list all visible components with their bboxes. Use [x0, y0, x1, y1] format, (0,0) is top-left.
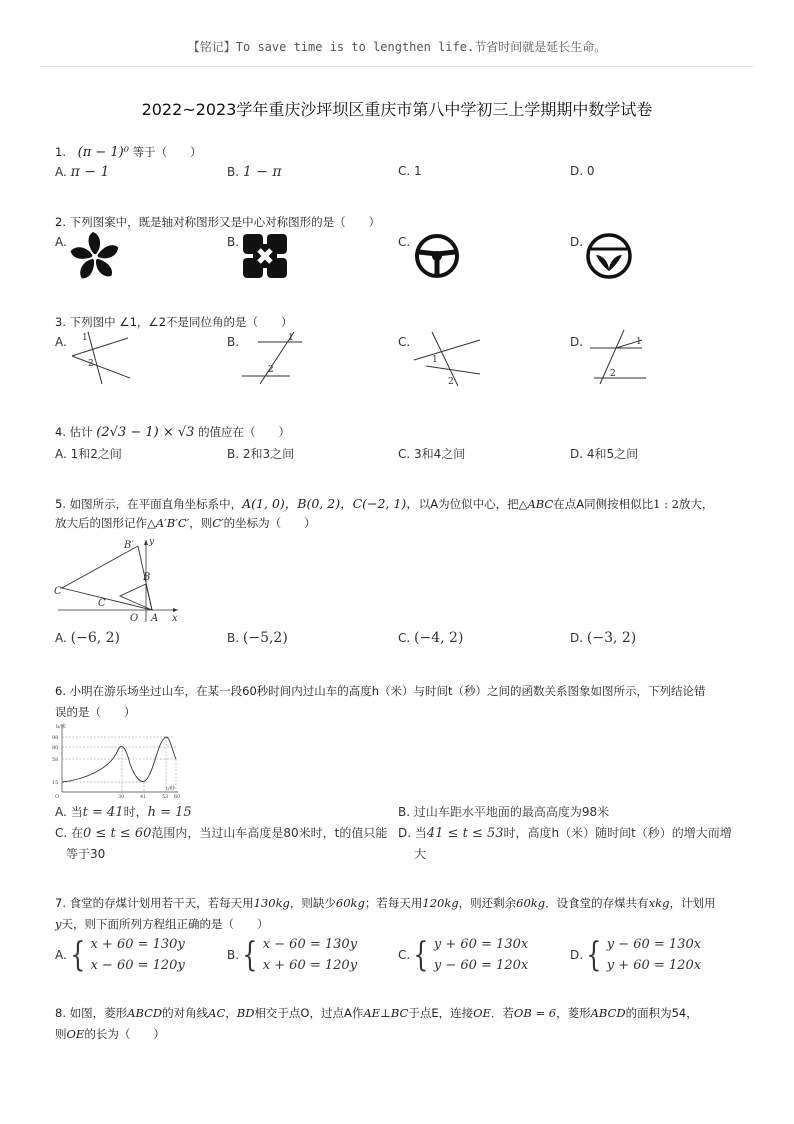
- question-6-stem-line1: 6. 小明在游乐场坐过山车，在某一段60秒时间内过山车的高度h（米）与时间t（秒）之间的函数关系图象如图所示，下列结论错: [55, 684, 706, 698]
- math-expression: (2√3 − 1) × √3: [96, 425, 195, 440]
- svg-text:80: 80: [52, 745, 59, 751]
- svg-text:y: y: [149, 537, 155, 547]
- q6-option-b[interactable]: B. 过山车距水平地面的最高高度为98米: [398, 805, 610, 819]
- q3-option-c-label[interactable]: C.: [398, 335, 411, 349]
- q4-option-d[interactable]: D. 4和5之间: [570, 447, 639, 461]
- question-6-stem-line2: 误的是（ ）: [55, 705, 136, 719]
- q1-option-a[interactable]: A. π − 1: [55, 164, 110, 180]
- circle-logo-icon: [584, 231, 634, 281]
- svg-text:53: 53: [162, 794, 169, 800]
- cross-quatrefoil-icon: [241, 232, 289, 280]
- svg-text:C: C: [98, 598, 106, 609]
- q7-option-d[interactable]: D.{ y − 60 = 130x y + 60 = 120x: [570, 935, 702, 975]
- svg-text:O: O: [130, 613, 139, 624]
- q6-height-time-graph: [52, 720, 184, 800]
- q3-figure-b: [238, 328, 306, 386]
- q5-option-d[interactable]: D. (−3, 2): [570, 630, 637, 646]
- svg-text:h/米: h/米: [56, 724, 66, 730]
- q6-option-c[interactable]: C. 在0 ≤ t ≤ 60范围内，当过山车高度是80米时，t的值只能: [55, 826, 388, 841]
- q7-option-c[interactable]: C.{ y + 60 = 130x y − 60 = 120x: [398, 935, 529, 975]
- svg-text:1: 1: [432, 355, 438, 365]
- svg-text:58: 58: [52, 757, 59, 763]
- q7-option-b[interactable]: B.{ x − 60 = 130y x + 60 = 120y: [227, 935, 358, 975]
- question-number: 1.: [55, 145, 66, 159]
- page-header-motto: 【铭记】To save time is to lengthen life.节省时间就是延长生命。: [187, 40, 607, 54]
- question-5-stem-line1: 5. 如图所示，在平面直角坐标系中，A(1, 0)，B(0, 2)，C(−2, 1)，以A为位似中心，把△ABC在点A同侧按相似比1 : 2放大，: [55, 496, 714, 511]
- question-7-stem-line2: y天，则下面所列方程组正确的是（ ）: [55, 917, 269, 931]
- math-expression: (π − 1)⁰: [77, 145, 129, 160]
- question-4-stem: 4. 估计 (2√3 − 1) × √3 的值应在（ ）: [55, 425, 291, 440]
- q1-option-c[interactable]: C. 1: [398, 164, 422, 178]
- svg-text:B: B: [143, 572, 151, 583]
- q7-option-a[interactable]: A.{ x + 60 = 130y x − 60 = 120y: [55, 935, 185, 975]
- q6-option-d-cont: 大: [414, 847, 427, 861]
- svg-text:60: 60: [174, 794, 181, 800]
- q4-option-b[interactable]: B. 2和3之间: [227, 447, 295, 461]
- svg-text:C′: C′: [54, 586, 64, 597]
- q6-option-d[interactable]: D. 当41 ≤ t ≤ 53时，高度h（米）随时间t（秒）的增大而增: [398, 826, 732, 841]
- question-7-stem-line1: 7. 食堂的存煤计划用若干天，若每天用130kg，则缺少60kg；若每天用120kg，则还剩余60kg．设食堂的存煤共有xkg，计划用: [55, 896, 716, 910]
- svg-text:41: 41: [140, 794, 147, 800]
- q2-option-b-label[interactable]: B.: [227, 235, 240, 249]
- stem-text: 等于（ ）: [132, 145, 202, 159]
- question-8-stem-line2: 则OE的长为（ ）: [55, 1027, 165, 1041]
- q4-option-c[interactable]: C. 3和4之间: [398, 447, 466, 461]
- svg-text:2: 2: [268, 365, 274, 375]
- svg-text:B′: B′: [124, 540, 134, 551]
- q3-figure-c: [412, 326, 482, 388]
- svg-text:O: O: [55, 794, 60, 800]
- q5-coordinate-figure: [52, 536, 184, 624]
- svg-text:1: 1: [288, 333, 294, 343]
- svg-text:1: 1: [636, 337, 642, 347]
- svg-text:2: 2: [448, 377, 454, 387]
- q2-option-a-label[interactable]: A.: [55, 235, 67, 249]
- q5-option-b[interactable]: B. (−5,2): [227, 630, 288, 646]
- q6-option-c-cont: 等于30: [66, 847, 106, 861]
- steering-wheel-icon: [413, 232, 461, 280]
- svg-text:15: 15: [52, 780, 59, 786]
- q5-option-c[interactable]: C. (−4, 2): [398, 630, 464, 646]
- q2-option-d-label[interactable]: D.: [570, 235, 584, 249]
- angle-2-label: 2: [88, 359, 94, 369]
- svg-text:30: 30: [118, 794, 125, 800]
- q4-option-a[interactable]: A. 1和2之间: [55, 447, 122, 461]
- q3-option-d-label[interactable]: D.: [570, 335, 584, 349]
- q1-option-d[interactable]: D. 0: [570, 164, 595, 178]
- bauhinia-flower-icon: [68, 230, 122, 284]
- svg-text:A: A: [151, 613, 159, 624]
- q3-option-b-label[interactable]: B.: [227, 335, 240, 349]
- question-1-stem: [55, 144, 202, 160]
- q1-option-b[interactable]: B. 1 − π: [227, 164, 282, 180]
- question-8-stem-line1: 8. 如图，菱形ABCD的对角线AC，BD相交于点O，过点A作AE⊥BC于点E，连接OE．若OB = 6，菱形ABCD的面积为54，: [55, 1006, 698, 1020]
- header-divider: [40, 66, 754, 67]
- q6-option-a[interactable]: A. 当t = 41时，h = 15: [55, 805, 192, 820]
- svg-text:98: 98: [52, 735, 59, 741]
- svg-text:2: 2: [610, 369, 616, 379]
- exam-title: 2022~2023学年重庆沙坪坝区重庆市第八中学初三上学期期中数学试卷: [141, 100, 653, 119]
- question-2-stem: 2. 下列图案中，既是轴对称图形又是中心对称图形的是（ ）: [55, 215, 381, 229]
- question-5-stem-line2: 放大后的图形记作△A′B′C′，则C′的坐标为（ ）: [55, 516, 316, 530]
- question-3-stem: 3. 下列图中 ∠1，∠2不是同位角的是（ ）: [55, 315, 293, 329]
- q5-option-a[interactable]: A. (−6, 2): [55, 630, 121, 646]
- q2-option-c-label[interactable]: C.: [398, 235, 411, 249]
- angle-1-label: 1: [82, 333, 88, 343]
- q3-figure-d: [586, 326, 648, 386]
- q3-figure-a: [66, 328, 134, 386]
- svg-text:t/秒: t/秒: [166, 786, 175, 792]
- svg-text:x: x: [172, 613, 178, 624]
- q3-option-a-label[interactable]: A.: [55, 335, 67, 349]
